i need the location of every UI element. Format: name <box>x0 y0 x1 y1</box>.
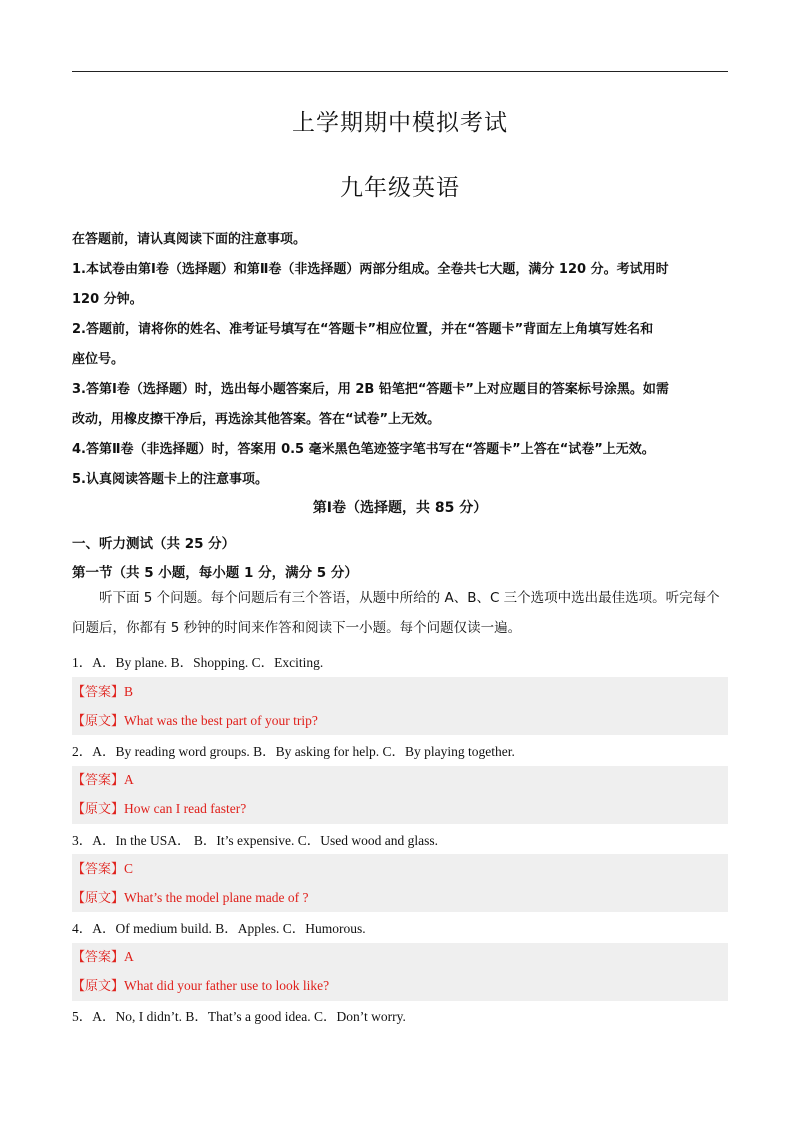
answer-value: C <box>124 861 134 876</box>
source-3 <box>72 887 308 906</box>
notice-line: 改动，用橡皮擦干净后，再选涂其他答案。答在“试卷”上无效。 <box>72 412 441 427</box>
answer-1 <box>72 681 133 700</box>
answer-tag: 【答案】 <box>72 862 125 877</box>
question-2: 2．A．By reading word groups. B．By asking for help. C．By playing together. <box>72 744 515 759</box>
answer-value: A <box>124 949 134 964</box>
answer-tag: 【答案】 <box>72 773 125 788</box>
source-text: What was the best part of your trip? <box>124 713 318 728</box>
notice-line: 2.答题前，请将你的姓名、准考证号填写在“答题卡”相应位置，并在“答题卡”背面左上角填写姓名和 <box>72 322 654 337</box>
question-3: 3．A．In the USA． B．It’s expensive. C．Used wood and glass. <box>72 833 438 848</box>
notice-block <box>72 225 732 495</box>
source-2 <box>72 798 246 817</box>
source-tag: 【原文】 <box>72 891 125 906</box>
question-5: 5．A．No, I didn’t. B．That’s a good idea. C．Don’t worry. <box>72 1009 406 1024</box>
notice-line: 120 分钟。 <box>72 292 143 307</box>
source-tag: 【原文】 <box>72 979 125 994</box>
source-text: What’s the model plane made of ? <box>124 890 309 905</box>
exam-subtitle: 九年级英语 <box>340 175 460 201</box>
section-heading: 一、听力测试（共 25 分） <box>72 536 236 552</box>
notice-line: 座位号。 <box>72 352 125 367</box>
question-4: 4．A．Of medium build. B．Apples. C．Humorous. <box>72 921 366 936</box>
answer-3 <box>72 858 133 877</box>
notice-line: 5.认真阅读答题卡上的注意事项。 <box>72 472 268 487</box>
header-rule <box>72 71 728 72</box>
answer-2 <box>72 769 134 788</box>
source-tag: 【原文】 <box>72 802 125 817</box>
source-text: How can I read faster? <box>124 801 247 816</box>
source-4 <box>72 975 329 994</box>
question-1: 1．A．By plane. B．Shopping. C．Exciting. <box>72 655 324 670</box>
instructions: 听下面 5 个问题。每个问题后有三个答语，从题中所给的 A、B、C 三个选项中选出最佳选项。听完每个问题后，你都有 5 秒钟的时间来作答和阅读下一小题。每个问题仅读一遍。 <box>72 590 720 636</box>
source-text: What did your father use to look like? <box>124 978 330 993</box>
source-1 <box>72 710 318 729</box>
notice-line: 1.本试卷由第Ⅰ卷（选择题）和第Ⅱ卷（非选择题）两部分组成。全卷共七大题，满分 120 分。考试用时 <box>72 262 669 277</box>
part-title: 第Ⅰ卷（选择题，共 85 分） <box>312 500 488 516</box>
notice-line: 3.答第Ⅰ卷（选择题）时，选出每小题答案后，用 2B 铅笔把“答题卡”上对应题目的答案标号涂黑。如需 <box>72 382 669 397</box>
answer-tag: 【答案】 <box>72 685 125 700</box>
notice-line: 4.答第Ⅱ卷（非选择题）时，答案用 0.5 毫米黑色笔迹签字笔书写在“答题卡”上答在“试卷”上无效。 <box>72 442 655 457</box>
answer-value: A <box>124 772 134 787</box>
notice-line: 在答题前，请认真阅读下面的注意事项。 <box>72 232 307 247</box>
answer-value: B <box>124 684 134 699</box>
answer-tag: 【答案】 <box>72 950 125 965</box>
exam-title: 上学期期中模拟考试 <box>292 110 508 136</box>
source-tag: 【原文】 <box>72 714 125 729</box>
subsection-heading: 第一节（共 5 小题，每小题 1 分，满分 5 分） <box>72 565 358 581</box>
answer-4 <box>72 946 134 965</box>
